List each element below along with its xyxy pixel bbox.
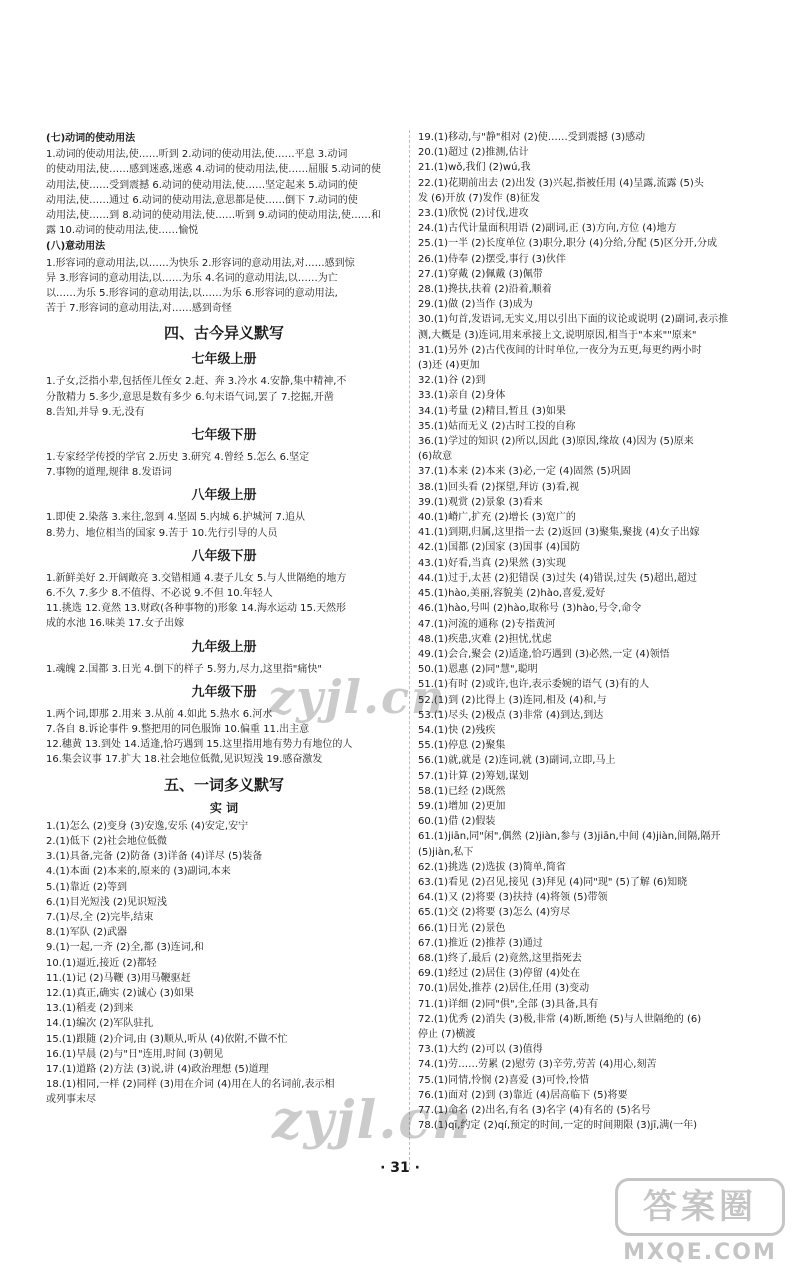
answer-item: (3)还 (4)更加 (418, 360, 480, 372)
answer-item: 4.(1)本面 (2)本来的,原来的 (3)副词,本来 (46, 866, 231, 878)
answer-item: 24.(1)古代计量面积用语 (2)副词,正 (3)方向,方位 (4)地方 (418, 223, 677, 235)
answer-item: 32.(1)谷 (2)到 (418, 375, 486, 387)
answer-item: 17.(1)道路 (2)方法 (3)说,讲 (4)政治理想 (5)道理 (46, 1063, 269, 1075)
answer-item: 62.(1)挑选 (2)选拔 (3)简单,简省 (418, 861, 566, 873)
answer-item: 发 (6)开放 (7)发作 (8)征发 (418, 192, 541, 204)
answer-item: 67.(1)推近 (2)推荐 (3)通过 (418, 937, 543, 949)
polysemy-answers-left (46, 819, 402, 1108)
answer-line: 异 3.形容词的意动用法,以……为乐 4.名词的意动用法,以……为亡 (46, 272, 338, 284)
answer-item: 64.(1)又 (2)将要 (3)扶持 (4)将领 (5)带领 (418, 892, 608, 904)
answer-item: 26.(1)侍奉 (2)摆受,事行 (3)伙伴 (418, 253, 566, 265)
answer-site-logo (615, 1178, 785, 1268)
answer-item: 停止 (7)横渡 (418, 1028, 476, 1040)
answer-item: 27.(1)穿戴 (2)佩戴 (3)佩带 (418, 268, 543, 280)
grade8-vol1-title: 八年级上册 (191, 488, 257, 504)
answer-item: 12.(1)真正,确实 (2)诚心 (3)如果 (46, 987, 194, 999)
answer-item: 1.(1)怎么 (2)变身 (3)安逸,安乐 (4)安定,安宁 (46, 820, 249, 832)
answer-item: 42.(1)国都 (2)国家 (3)国事 (4)国防 (418, 542, 581, 554)
answer-line: 16.集会议事 17.扩大 18.社会地位低微,见识短浅 19.感奋激发 (46, 754, 323, 766)
answer-item: 68.(1)终了,最后 (2)竟然,这里指死去 (418, 952, 582, 964)
watermark-mid: zyjl.cn (268, 670, 447, 724)
answer-line: 11.挑选 12.竟然 13.财政(各种事物的)形象 14.海水运动 15.天然形 (46, 603, 347, 615)
answer-item: 23.(1)欣悦 (2)讨伐,进攻 (418, 208, 529, 220)
answer-line: 1.两个词,即那 2.用来 3.从前 4.如此 5.热水 6.河水 (46, 708, 273, 720)
answer-item: 测,大概是 (3)连词,用来承接上文,说明原因,相当于"本来""原来" (418, 329, 697, 341)
grade8-vol2-answers (46, 571, 402, 632)
answer-item: 41.(1)到期,归属,这里指一去 (2)返回 (3)聚集,聚拢 (4)女子出嫁 (418, 527, 700, 539)
answer-item: 60.(1)借 (2)假装 (418, 816, 496, 828)
answer-item: 56.(1)就,就是 (2)连词,就 (3)副词,立即,马上 (418, 755, 616, 767)
answer-line: 露 10.动词的使动用法,使……愉悦 (46, 225, 199, 237)
answer-item: 65.(1)交 (2)将要 (3)怎么 (4)穷尽 (418, 907, 571, 919)
answer-item: 63.(1)看见 (2)召见,接见 (3)拜见 (4)同"现" (5)了解 (6)知晓 (418, 876, 688, 888)
answer-line: 8.势力、地位相当的国家 9.苦于 10.先行引导的人员 (46, 527, 278, 539)
answer-item: 50.(1)恩惠 (2)同"慧",聪明 (418, 664, 538, 676)
page-number: · 31 · (380, 1160, 420, 1176)
answer-item: 76.(1)面对 (2)到 (3)靠近 (4)居高临下 (5)将要 (418, 1089, 628, 1101)
answer-item: 38.(1)回头看 (2)探望,拜访 (3)看,视 (418, 481, 580, 493)
answer-item: 72.(1)优秀 (2)消失 (3)极,非常 (4)断,断绝 (5)与人世隔绝的 (6) (418, 1013, 702, 1025)
answer-item: 46.(1)hào,号叫 (2)hào,取称号 (3)hào,号令,命令 (418, 603, 642, 615)
answer-line: 1.子女,泛指小辈,包括侄儿侄女 2.赶、奔 3.冷水 4.安静,集中精神,不 (46, 376, 347, 388)
answer-line: 的使动用法,使……感到迷惑,迷惑 4.动词的使动用法,使……屈服 5.动词的使 (46, 164, 381, 176)
answer-item: (6)故意 (418, 451, 453, 463)
grade8-vol1-answers (46, 510, 402, 540)
answer-item: 13.(1)稻麦 (2)到来 (46, 1003, 134, 1015)
answer-item: 69.(1)经过 (2)居住 (3)停留 (4)处在 (418, 968, 581, 980)
answer-item: 9.(1)一起,一齐 (2)全,都 (3)连词,和 (46, 942, 204, 954)
causative-verbs-answers (46, 147, 402, 238)
answer-item: 20.(1)超过 (2)推测,估计 (418, 147, 529, 159)
answer-line: 成的水池 16.味美 17.女子出嫁 (46, 618, 185, 630)
answer-line: 1.动词的使动用法,使……听到 2.动词的使动用法,使……平息 3.动词 (46, 149, 348, 161)
answer-line: 7.各自 8.诉论事件 9.整把用的同色服饰 10.偏重 11.出主意 (46, 724, 310, 736)
answer-line: 苦于 7.形容词的意动用法,对……感到奇怪 (46, 303, 232, 315)
grade9-vol2-title: 九年级下册 (191, 684, 257, 700)
answer-item: 49.(1)会合,聚会 (2)适逢,恰巧遇到 (3)必然,一定 (4)领悟 (418, 648, 670, 660)
answer-item: 7.(1)尽,全 (2)完毕,结束 (46, 911, 154, 923)
subsection-conative-usage-title: (八)意动用法 (46, 241, 106, 253)
answer-line: 1.专家经学传授的学官 2.历史 3.研究 4.曾经 5.怎么 6.坚定 (46, 452, 310, 464)
grade9-vol1-title: 九年级上册 (191, 639, 257, 655)
answer-item: 或列事末尽 (46, 1094, 96, 1106)
answer-item: 35.(1)姑而无义 (2)古时工投的自称 (418, 420, 576, 432)
answer-item: 22.(1)花期前出去 (2)出发 (3)兴起,指被任用 (4)呈露,流露 (5)头 (418, 177, 704, 189)
answer-line: 1.即使 2.染落 3.来往,忽到 4.坚固 5.内城 6.护城河 7.追从 (46, 512, 306, 524)
answer-item: 36.(1)学过的知识 (2)所以,因此 (3)原因,缘故 (4)因为 (5)原来 (418, 436, 694, 448)
answer-line: 1.新鲜美好 2.开阔敞亮 3.交错相通 4.妻子儿女 5.与人世隔绝的地方 (46, 572, 347, 584)
content-words-title: 实 词 (209, 800, 239, 815)
answer-item: 51.(1)有时 (2)或许,也许,表示委婉的语气 (3)有的人 (418, 679, 650, 691)
answer-item: 66.(1)日光 (2)景色 (418, 922, 506, 934)
conative-usage-answers (46, 256, 402, 317)
answer-line: 6.不久 7.多少 8.不值得、不必说 9.不但 10.年轻人 (46, 588, 273, 600)
answer-item: 48.(1)疾患,灾难 (2)担忧,忧虑 (418, 633, 552, 645)
answer-item: 59.(1)增加 (2)更加 (418, 800, 506, 812)
answer-item: 15.(1)跟随 (2)介词,由 (3)顺从,听从 (4)依附,不做不忙 (46, 1033, 288, 1045)
answer-item: (5)jiàn,私下 (418, 846, 474, 858)
column-divider (409, 130, 410, 1170)
answer-item: 75.(1)同情,怜悯 (2)喜爱 (3)可怜,怜惜 (418, 1074, 590, 1086)
section-ancient-modern-meaning-title: 四、古今异义默写 (163, 324, 284, 343)
answer-item: 70.(1)居处,推荐 (2)居住,任用 (3)变动 (418, 983, 590, 995)
answer-item: 47.(1)河流的通称 (2)专指黄河 (418, 618, 556, 630)
answer-item: 45.(1)hào,美丽,容貌美 (2)hào,喜爱,爱好 (418, 588, 606, 600)
answer-line: 1.形容词的意动用法,以……为快乐 2.形容词的意动用法,对……感到惊 (46, 257, 355, 269)
subsection-causative-verbs-title: (七)动词的使动用法 (46, 133, 136, 144)
answer-item: 18.(1)相同,一样 (2)同样 (3)用在介词 (4)用在人的名词前,表示相 (46, 1079, 335, 1091)
section-polysemy-title: 五、一词多义默写 (163, 775, 284, 794)
answer-item: 78.(1)qī,约定 (2)qí,预定的时间,一定的时间期限 (3)jī,满(一年) (418, 1120, 698, 1132)
answer-item: 71.(1)详细 (2)同"俱",全部 (3)具备,具有 (418, 998, 599, 1010)
grade7-vol2-title: 七年级下册 (191, 428, 257, 444)
answer-item: 11.(1)记 (2)马鞭 (3)用马鞭驱赶 (46, 972, 191, 984)
answer-item: 8.(1)军队 (2)武器 (46, 927, 128, 939)
grade7-vol2-answers (46, 450, 402, 480)
answer-item: 21.(1)wǒ,我们 (2)wú,我 (418, 162, 531, 174)
answer-line: 1.魂魄 2.国都 3.日光 4.倒下的样子 5.努力,尽力,这里指"痛快" (46, 663, 322, 675)
answer-line: 7.事物的道理,规律 8.发语词 (46, 467, 172, 479)
grade7-vol1-title: 七年级上册 (191, 352, 257, 368)
answer-item: 74.(1)劳……劳累 (2)慰劳 (3)辛劳,劳苦 (4)用心,刻苦 (418, 1059, 657, 1071)
answer-item: 33.(1)亲自 (2)身体 (418, 390, 506, 402)
answer-line: 动用法,使……通过 6.动词的使动用法,意思都是使……倒下 7.动词的使 (46, 194, 358, 206)
answer-item: 73.(1)大约 (2)可以 (3)值得 (418, 1044, 543, 1056)
answer-item: 5.(1)靠近 (2)等到 (46, 881, 128, 893)
answer-item: 6.(1)目光短浅 (2)见识短浅 (46, 896, 168, 908)
answer-item: 10.(1)逼近,接近 (2)都轻 (46, 957, 157, 969)
answer-line: 分散精力 5.多少,意思是数有多少 6.句末语气词,罢了 7.挖掘,开凿 (46, 391, 334, 403)
answer-item: 14.(1)编次 (2)军队驻扎 (46, 1018, 154, 1030)
answer-item: 30.(1)句首,发语词,无实义,用以引出下面的议论或说明 (2)副词,表示推 (418, 314, 729, 326)
answer-line: 动用法,使……受到震撼 6.动词的使动用法,使……坚定起来 5.动词的使 (46, 179, 358, 191)
answer-item: 44.(1)过于,太甚 (2)犯错误 (3)过失 (4)错误,过失 (5)超出,超过 (418, 572, 697, 584)
left-column (46, 130, 402, 1108)
polysemy-answers-right (418, 130, 774, 1133)
answer-item: 58.(1)已经 (2)既然 (418, 785, 506, 797)
answer-line: 动用法,使……到 8.动词的使动用法,使……听到 9.动词的使动用法,使……和 (46, 210, 381, 222)
grade8-vol2-title: 八年级下册 (191, 548, 257, 564)
answer-item: 3.(1)具备,完备 (2)防备 (3)详备 (4)详尽 (5)装备 (46, 851, 263, 863)
answer-item: 2.(1)低下 (2)社会地位低微 (46, 835, 168, 847)
answer-item: 54.(1)快 (2)残疾 (418, 724, 496, 736)
answer-item: 37.(1)本来 (2)本来 (3)必,一定 (4)固然 (5)巩固 (418, 466, 631, 478)
answer-line: 12.穗黄 13.到处 14.适逢,恰巧遇到 15.这里指用地有势力有地位的人 (46, 739, 353, 751)
grade7-vol1-answers (46, 374, 402, 420)
answer-item: 39.(1)观赏 (2)景象 (3)看来 (418, 496, 543, 508)
right-column (418, 130, 774, 1133)
answer-item: 77.(1)命名 (2)出名,有名 (3)名字 (4)有名的 (5)名号 (418, 1105, 651, 1116)
answer-item: 25.(1)一半 (2)长度单位 (3)职分,职分 (4)分给,分配 (5)区分开,分成 (418, 238, 717, 250)
answer-item: 52.(1)到 (2)比得上 (3)连同,相及 (4)和,与 (418, 694, 607, 706)
answer-item: 34.(1)考量 (2)精目,暂且 (3)如果 (418, 405, 566, 417)
answer-item: 61.(1)jiān,同"闲",偶然 (2)jiàn,参与 (3)jiān,中间 (4)jiàn,间隔,隔开 (418, 831, 721, 843)
answer-item: 29.(1)做 (2)当作 (3)成为 (418, 299, 533, 311)
logo-text: 答案圈 (615, 1178, 785, 1236)
answer-line: 8.告知,并导 9.无,没有 (46, 406, 145, 418)
logo-domain: MXQE.COM (623, 1240, 777, 1265)
answer-item: 19.(1)移动,与"静"相对 (2)使……受到震撼 (3)感动 (418, 132, 646, 143)
answer-item: 31.(1)另外 (2)古代夜间的计时单位,一夜分为五更,每更约两小时 (418, 344, 702, 356)
answer-line: 以……为乐 5.形容词的意动用法,以……为乐 6.形容词的意动用法, (46, 288, 338, 300)
watermark-bottom: zyjl.cn (272, 1090, 472, 1151)
answer-item: 16.(1)早晨 (2)与"日"连用,时间 (3)朝见 (46, 1048, 224, 1060)
answer-item: 57.(1)计算 (2)筹划,谋划 (418, 770, 529, 782)
answer-item: 28.(1)搀扶,扶着 (2)沿着,顺着 (418, 284, 552, 296)
answer-item: 40.(1)嵴广,扩充 (2)增长 (3)宽广的 (418, 512, 576, 524)
answer-item: 43.(1)好看,当真 (2)果然 (3)实现 (418, 557, 566, 569)
answer-item: 55.(1)停息 (2)聚集 (418, 740, 506, 752)
answer-item: 53.(1)尽头 (2)极点 (3)非常 (4)到达,到达 (418, 709, 604, 721)
